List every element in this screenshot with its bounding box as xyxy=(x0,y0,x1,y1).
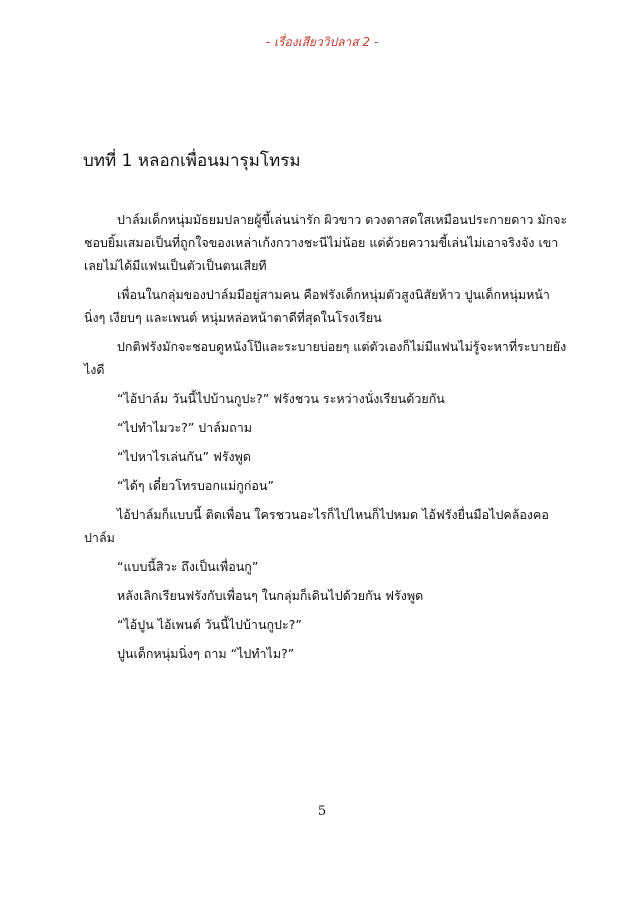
paragraph: ปกติฟรังมักจะชอบดูหนังโป๊และระบายบ่อยๆ แต่ตัวเองก็ไม่มีแฟนไม่รู้จะหาที่ระบายยังไงดี xyxy=(84,339,567,377)
paragraph: “แบบนี้สิวะ ถึงเป็นเพื่อนกู” xyxy=(117,559,259,574)
paragraph: ปาล์มเด็กหนุ่มมัธยมปลายผู้ขี้เล่นน่ารัก ผิวขาว ดวงตาสดใสเหมือนประกายดาว มักจะชอบยิ้มเสมอเป็นที่ถูกใจของเหล่าเก้งกวางชะนีไม่น้อย แต่ด้วยความขี้เล่นไม่เอาจริงจัง เขาเลยไม่ได้มีแฟนเป็นตัวเป็นตนเสียที xyxy=(84,212,568,273)
paragraph: ไอ้ปาล์มก็แบบนี้ ติดเพื่อน ใครชวนอะไรก็ไปไหนก็ไปหมด ไอ้ฟรังยื่นมือไปคล้องคอปาล์ม xyxy=(84,507,549,545)
paragraph: “ไปหาไรเล่นกัน” ฟรังพูด xyxy=(117,449,252,464)
paragraph: “ได้ๆ เดี๋ยวโทรบอกแม่กูก่อน” xyxy=(117,478,274,493)
paragraph: ปูนเด็กหนุ่มนิ่งๆ ถาม “ไปทำไม?” xyxy=(117,646,295,661)
running-header: - เรื่องเสียววิปลาส 2 - xyxy=(265,35,379,49)
paragraph: “ไอ้ปูน ไอ้เพนต์ วันนี้ไปบ้านกูปะ?” xyxy=(117,617,302,632)
paragraph: หลังเลิกเรียนฟรังกับเพื่อนๆ ในกลุ่มก็เดินไปด้วยกัน ฟรังพูด xyxy=(117,588,424,603)
paragraph: “ไอ้ปาล์ม วันนี้ไปบ้านกูปะ?” ฟรังชวน ระหว่างนั่งเรียนด้วยกัน xyxy=(117,391,445,406)
paragraph: เพื่อนในกลุ่มของปาล์มมีอยู่สามคน คือฟรังเด็กหนุ่มตัวสูงนิสัยห้าว ปูนเด็กหนุ่มหน้านิ่งๆ เงียบๆ และเพนต์ หนุ่มหล่อหน้าตาดีที่สุดในโรงเรียน xyxy=(84,287,550,325)
chapter-body xyxy=(84,208,568,671)
page-number: 5 xyxy=(317,804,327,819)
chapter-title: บทที่ 1 หลอกเพื่อนมารุมโทรม xyxy=(83,151,301,171)
paragraph: “ไปทำไมวะ?” ปาล์มถาม xyxy=(117,420,252,435)
